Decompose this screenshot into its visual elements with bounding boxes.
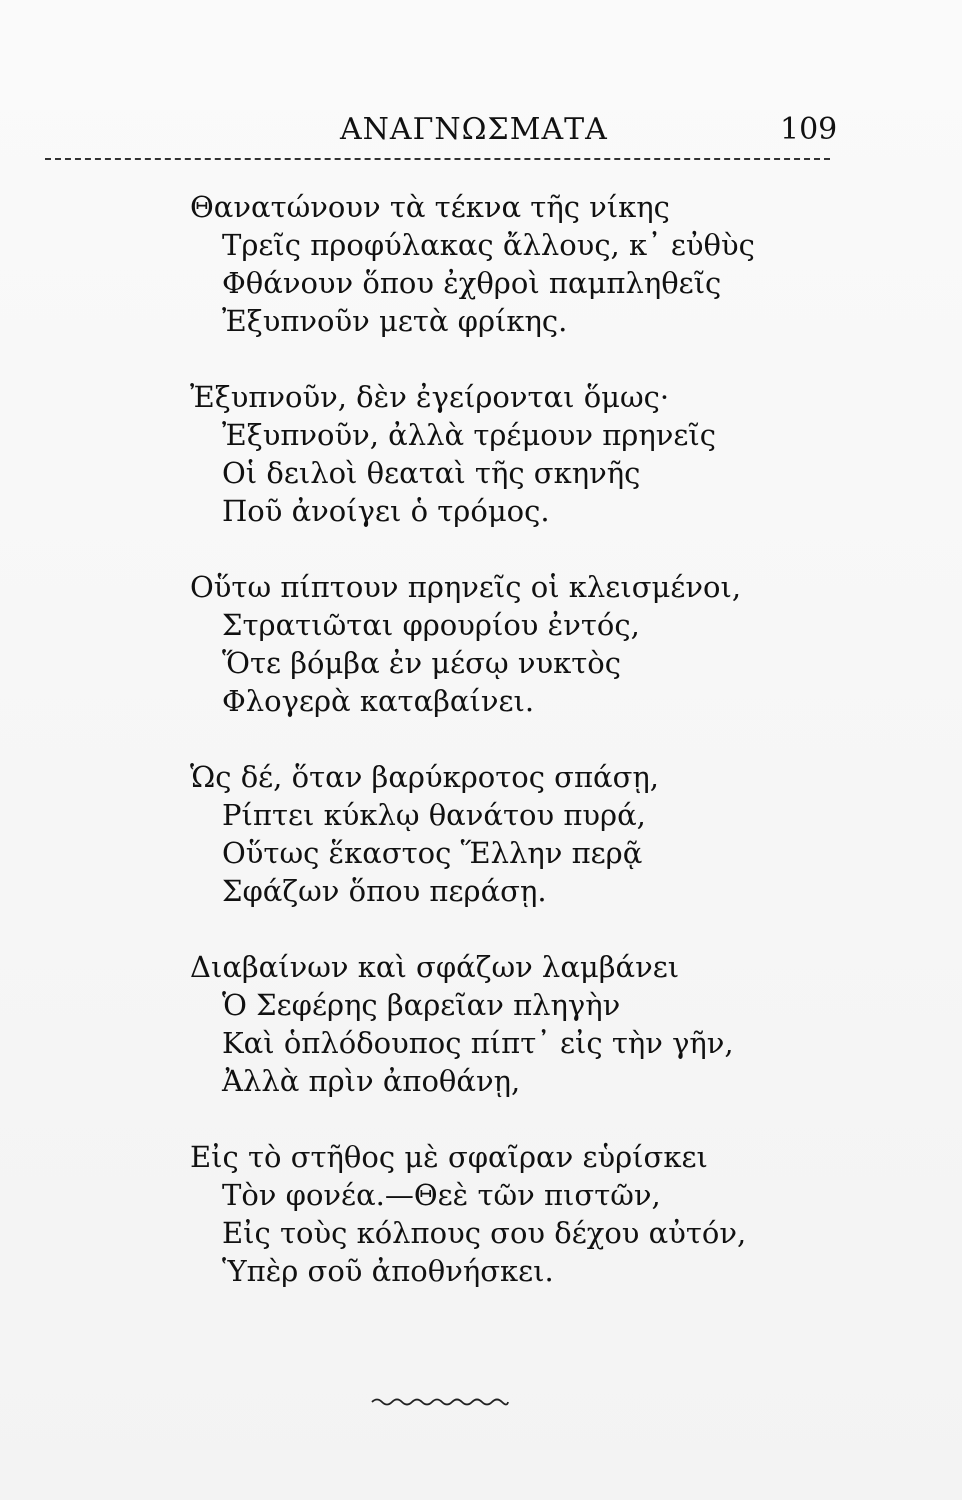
poem-line: Τρεῖς προφύλακας ἄλλους, κ᾽ εὐθὺς (222, 228, 755, 262)
poem-line: Οἱ δειλοὶ θεαταὶ τῆς σκηνῆς (222, 456, 641, 490)
stanza-3 (190, 568, 830, 720)
poem-line: Θανατώνουν τὰ τέκνα τῆς νίκης (190, 190, 670, 224)
stanza-2 (190, 378, 830, 530)
stanza-4 (190, 758, 830, 910)
poem-line: Οὕτως ἕκαστος Ἕλλην περᾷ (222, 836, 643, 870)
poem-line: Διαβαίνων καὶ σφάζων λαμβάνει (190, 950, 680, 984)
header-rule (45, 158, 830, 160)
poem-line: Φλογερὰ καταβαίνει. (222, 684, 535, 718)
poem-line: Ὡς δέ, ὅταν βαρύκροτος σπάσῃ, (190, 760, 659, 794)
stanza-1 (190, 188, 830, 340)
page-header (40, 112, 840, 162)
running-title: ΑΝΑΓΝΩΣΜΑΤΑ (340, 112, 608, 147)
poem-line: Εἰς τὸ στῆθος μὲ σφαῖραν εὑρίσκει (190, 1140, 708, 1174)
poem-line: Ἀλλὰ πρὶν ἀποθάνῃ, (222, 1064, 521, 1098)
poem-line: Ὁ Σεφέρης βαρεῖαν πληγὴν (222, 988, 621, 1022)
poem-line: Τὸν φονέα.—Θεὲ τῶν πιστῶν, (222, 1178, 661, 1212)
poem-line: Στρατιῶται φρουρίου ἐντός, (222, 608, 640, 642)
stanza-5 (190, 948, 830, 1100)
stanza-6 (190, 1138, 830, 1290)
poem-line: Ρίπτει κύκλῳ θανάτου πυρά, (222, 798, 646, 832)
poem-line: Ἐξυπνοῦν μετὰ φρίκης. (222, 304, 568, 338)
end-ornament (370, 1395, 510, 1409)
poem-line: Εἰς τοὺς κόλπους σου δέχου αὐτόν, (222, 1216, 747, 1250)
poem-line: Ὑπὲρ σοῦ ἀποθνήσκει. (222, 1254, 554, 1288)
poem (190, 188, 830, 1328)
poem-line: Ἐξυπνοῦν, δὲν ἐγείρονται ὅμως· (190, 380, 670, 414)
poem-line: Ποῦ ἀνοίγει ὁ τρόμος. (222, 494, 550, 528)
poem-line: Φθάνουν ὅπου ἐχθροὶ παμπληθεῖς (222, 266, 722, 300)
poem-line: Σφάζων ὅπου περάσῃ. (222, 874, 547, 908)
poem-line: Καὶ ὁπλόδουπος πίπτ᾽ εἰς τὴν γῆν, (222, 1026, 734, 1060)
page-number: 109 (780, 112, 838, 147)
poem-line: Ἐξυπνοῦν, ἀλλὰ τρέμουν πρηνεῖς (222, 418, 716, 452)
poem-line: Οὕτω πίπτουν πρηνεῖς οἱ κλεισμένοι, (190, 570, 742, 604)
poem-line: Ὅτε βόμβα ἐν μέσῳ νυκτὸς (222, 646, 621, 680)
